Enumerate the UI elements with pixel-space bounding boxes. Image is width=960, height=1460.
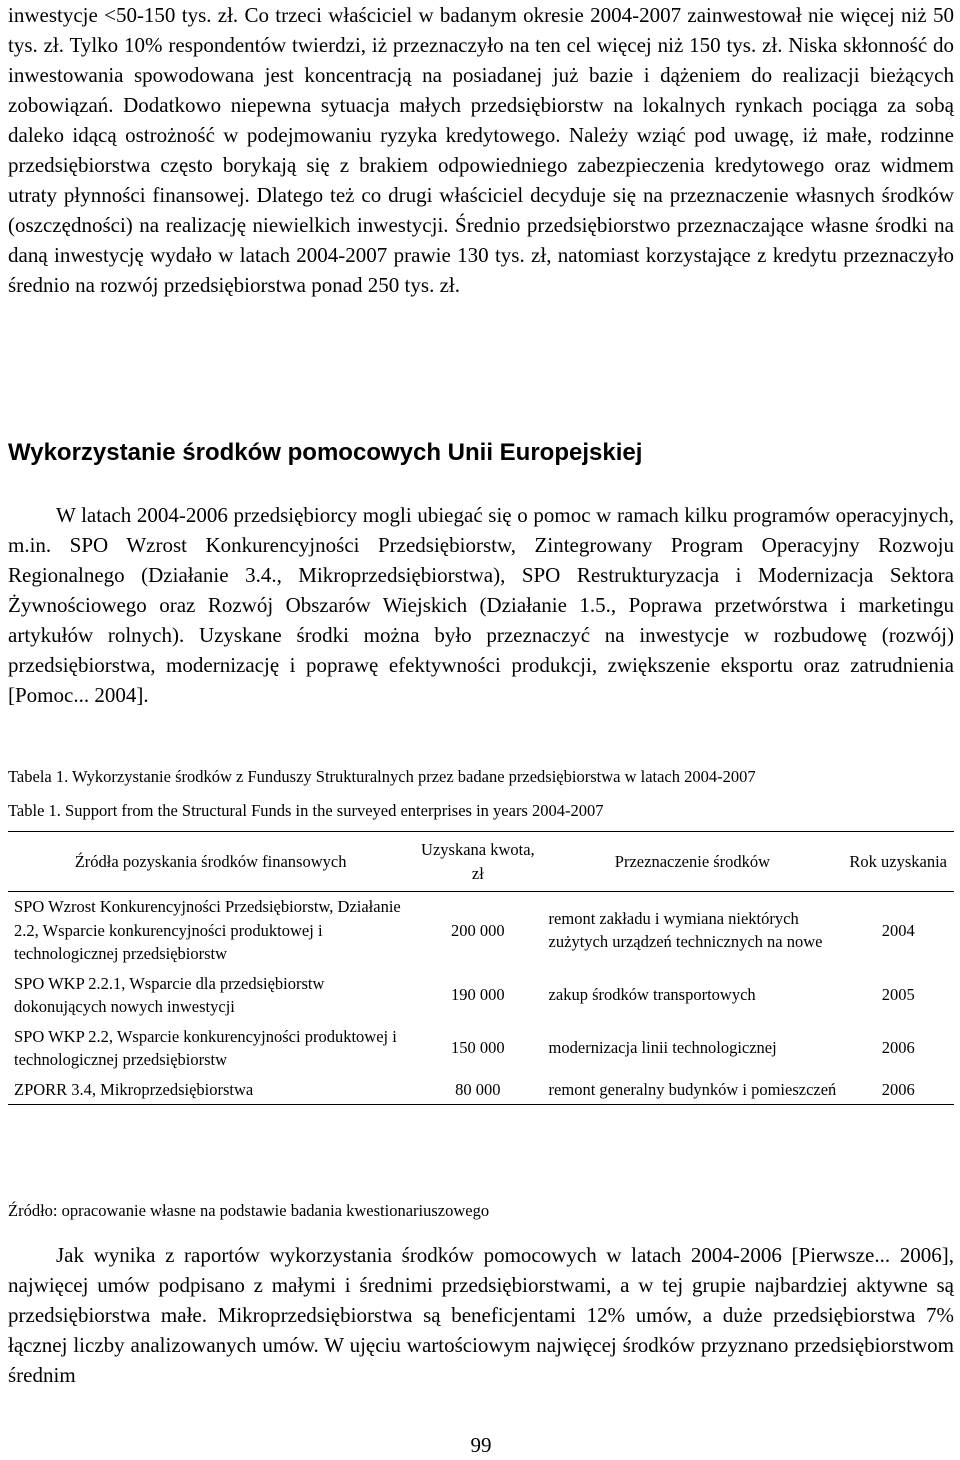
cell-year: 2004: [881, 920, 915, 940]
table-row: [8, 969, 954, 1022]
section-paragraph: W latach 2004-2006 przedsiębiorcy mogli ubiegać się o pomoc w ramach kilku programów operacyjnych, m.in. SPO Wzrost Konkurencyjności Przedsiębiorstw, Zintegrowany Program Operacyjny Rozwoju Regionalnego (Działanie 3.4., Mikroprzedsiębiorstwa), SPO Restrukturyzacja i Modernizacja Sektora Żywnościowego oraz Rozwój Obszarów Wiejskich (Działanie 1.5., Poprawa przetwórstwa i marketingu artykułów rolnych). Uzyskane środki można było przeznaczyć na inwestycje w rozbudowę (rozwój) przedsiębiorstwa, modernizację i poprawę efektywności produkcji, zwiększenie eksportu oraz zatrudnienia [Pomoc... 2004].: [8, 503, 954, 707]
table-caption-en: Table 1. Support from the Structural Funds in the surveyed enterprises in years 2004-2007: [8, 801, 604, 820]
cell-purpose: modernizacja linii technologicznej: [548, 1038, 777, 1058]
cell-purpose: remont zakładu i wymiana niektórych zużytych urządzeń technicznych na nowe: [548, 908, 823, 952]
cell-source: SPO Wzrost Konkurencyjności Przedsiębiorstw, Działanie 2.2, Wsparcie konkurencyjności produktowej i technologicznej przedsiębiorstw: [14, 897, 401, 963]
funds-table: [8, 831, 954, 1105]
cell-amount: 200 000: [451, 920, 505, 940]
table-row: [8, 1075, 954, 1105]
section-heading: Wykorzystanie środków pomocowych Unii Europejskiej: [8, 439, 643, 466]
header-amount: Uzyskana kwota, zł: [413, 832, 542, 892]
cell-purpose: zakup środków transportowych: [548, 985, 756, 1005]
cell-year: 2006: [881, 1079, 915, 1099]
cell-amount: 80 000: [455, 1079, 501, 1099]
intro-paragraph: inwestycje <50-150 tys. zł. Co trzeci właściciel w badanym okresie 2004-2007 zainwestował nie więcej niż 50 tys. zł. Tylko 10% respondentów twierdzi, iż przeznaczyło na ten cel więcej niż 150 tys. zł. Niska skłonność do inwestowania spowodowana jest koncentracją na posiadanej już bazie i dążeniem do realizacji bieżących zobowiązań. Dodatkowo niepewna sytuacja małych przedsiębiorstw na lokalnych rynkach pociąga za sobą daleko idącą ostrożność w podejmowaniu ryzyka kredytowego. Należy wziąć pod uwagę, iż małe, rodzinne przedsiębiorstwa często borykają się z brakiem odpowiedniego zabezpieczenia kredytowego oraz widmem utraty płynności finansowej. Dlatego też co drugi właściciel decyduje się na przeznaczenie własnych środków (oszczędności) na realizację niewielkich inwestycji. Średnio przedsiębiorstwo przeznaczające własne środki na daną inwestycję wydało w latach 2004-2007 prawie 130 tys. zł, natomiast korzystające z kredytu przeznaczyło średnio na rozwój przedsiębiorstwa ponad 250 tys. zł.: [8, 3, 954, 297]
table-source-note: Źródło: opracowanie własne na podstawie badania kwestionariuszowego: [8, 1201, 490, 1220]
header-purpose: Przeznaczenie środków: [543, 832, 843, 892]
page-number: 99: [470, 1433, 492, 1457]
cell-source: SPO WKP 2.2.1, Wsparcie dla przedsiębiorstw dokonujących nowych inwestycji: [14, 973, 325, 1016]
cell-source: ZPORR 3.4, Mikroprzedsiębiorstwa: [14, 1079, 254, 1099]
table-row: [8, 1022, 954, 1075]
table-row: [8, 892, 954, 969]
header-year: Rok uzyskania: [842, 832, 954, 892]
cell-source: SPO WKP 2.2, Wsparcie konkurencyjności produktowej i technologicznej przedsiębiorstw: [14, 1026, 397, 1069]
header-source: Źródła pozyskania środków finansowych: [8, 832, 413, 892]
table-header-row: [8, 832, 954, 892]
cell-year: 2006: [881, 1038, 915, 1058]
cell-purpose: remont generalny budynków i pomieszczeń: [548, 1079, 837, 1099]
closing-paragraph: Jak wynika z raportów wykorzystania środków pomocowych w latach 2004-2006 [Pierwsze... 2006], najwięcej umów podpisano z małymi i średnimi przedsiębiorstwami, a w tej grupie najbardziej aktywne są przedsiębiorstwa małe. Mikroprzedsiębiorstwa są beneficjentami 12% umów, a duże przedsiębiorstwa 7% łącznej liczby analizowanych umów. W ujęciu wartościowym najwięcej środków przyznano przedsiębiorstwom średnim: [8, 1243, 954, 1387]
cell-year: 2005: [881, 985, 915, 1005]
table-caption-pl: Tabela 1. Wykorzystanie środków z Funduszy Strukturalnych przez badane przedsiębiorstwa w latach 2004-2007: [8, 767, 756, 786]
cell-amount: 190 000: [451, 985, 505, 1005]
cell-amount: 150 000: [451, 1038, 505, 1058]
